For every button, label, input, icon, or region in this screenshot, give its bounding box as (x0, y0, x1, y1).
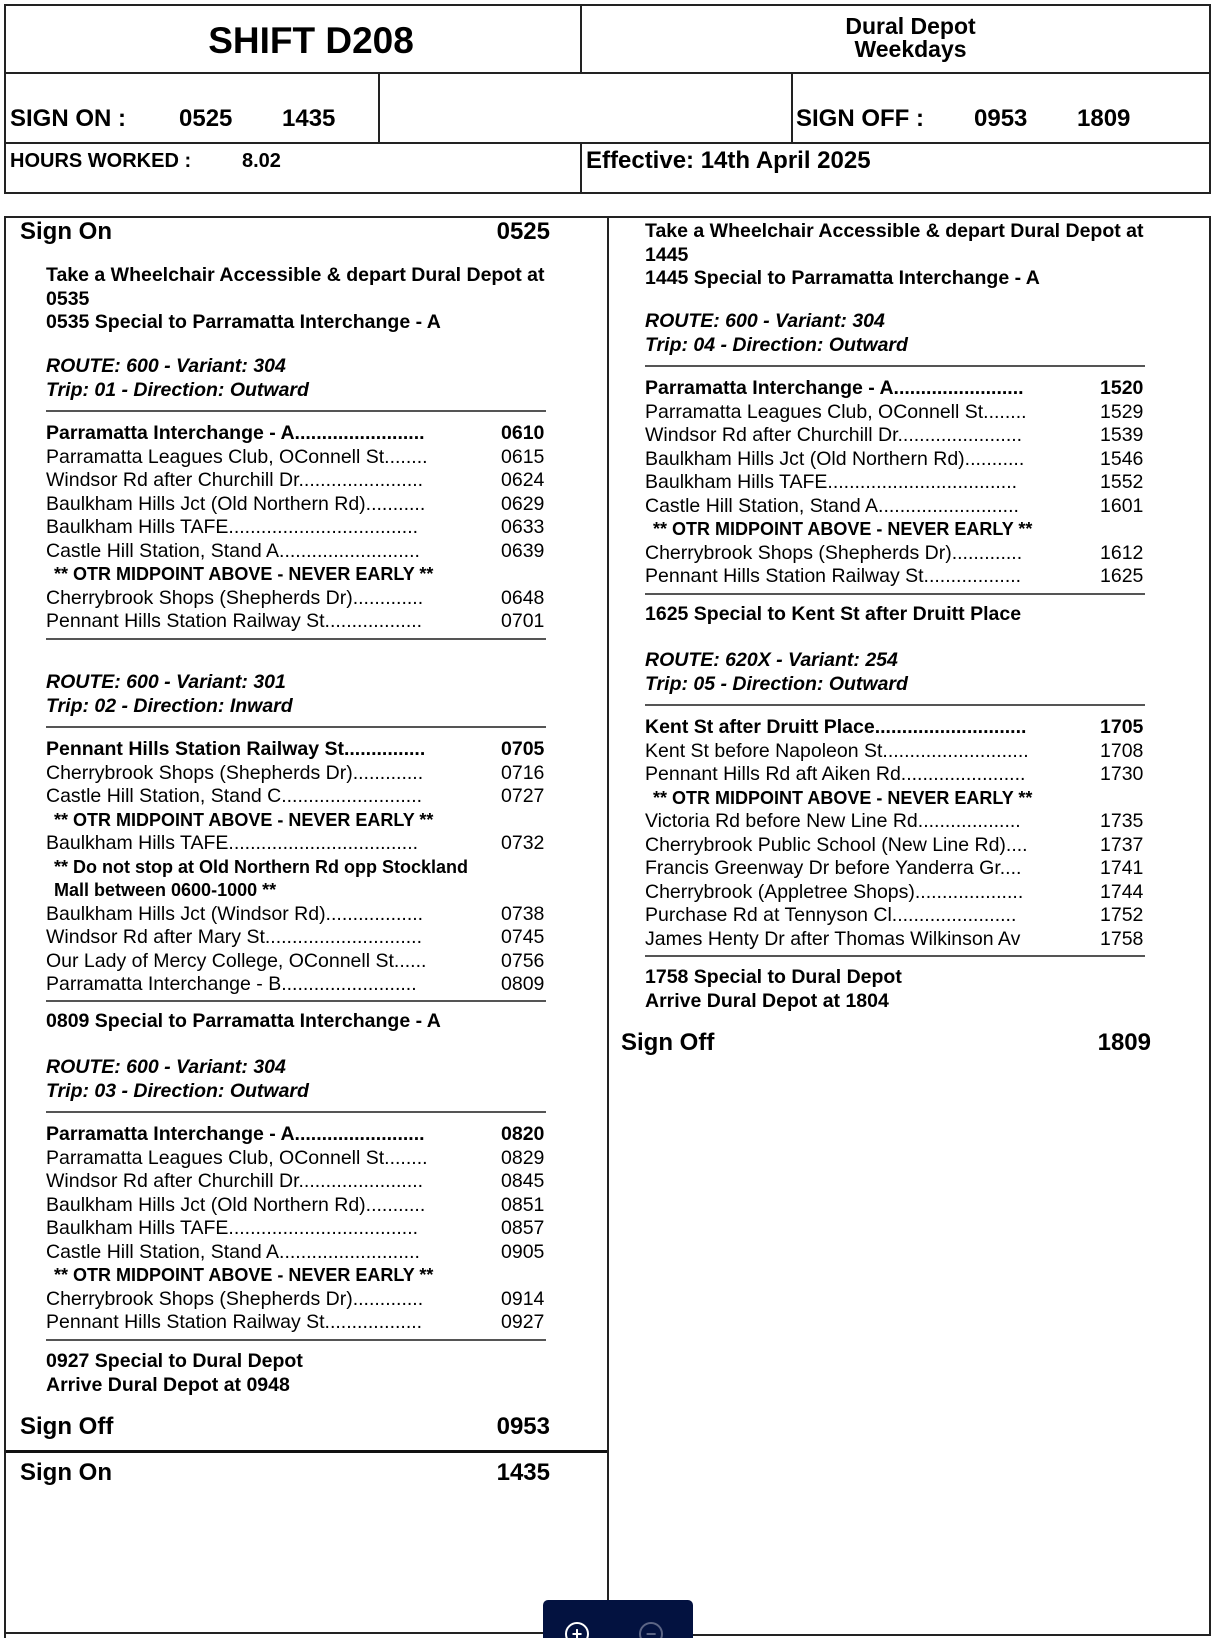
stop-name: Windsor Rd after Mary St............................. (46, 926, 423, 949)
stop-time: 1520 (1100, 377, 1144, 400)
stop-row (46, 422, 566, 446)
stop-name: Pennant Hills Station Railway St............... (46, 738, 426, 761)
divider (645, 365, 1145, 367)
stop-row (46, 926, 566, 950)
sign-on-line-1 (20, 218, 550, 246)
sign-off-label: Sign Off (621, 1029, 715, 1056)
effective-date: Effective: 14th April 2025 (586, 147, 871, 174)
stop-list (46, 422, 566, 634)
stop-time: 1625 (1100, 565, 1144, 588)
note-text: ** OTR MIDPOINT ABOVE - NEVER EARLY ** (54, 564, 434, 585)
divider (6, 72, 1209, 74)
divider (46, 1000, 546, 1002)
stop-row (645, 448, 1165, 472)
stop-row (645, 740, 1165, 764)
stop-time: 0610 (501, 422, 545, 445)
stop-time: 0745 (501, 926, 545, 949)
stop-row (46, 832, 566, 856)
stop-row (46, 469, 566, 493)
stop-note (46, 879, 566, 903)
depart-instruction (645, 220, 1205, 291)
stop-name: Cherrybrook Shops (Shepherds Dr)............. (46, 586, 424, 609)
trip-direction: Trip: 01 - Direction: Outward (46, 378, 309, 401)
stop-name: Victoria Rd before New Line Rd................... (645, 810, 1021, 833)
stop-name: Parramatta Leagues Club, OConnell St........ (46, 445, 428, 468)
trip-header (46, 1056, 566, 1103)
stop-time: 0615 (501, 445, 545, 468)
stop-name: Baulkham Hills Jct (Old Northern Rd)........... (645, 447, 1025, 470)
stop-row (645, 565, 1165, 589)
sign-on-time-1: 0525 (179, 105, 233, 132)
stop-row (46, 1217, 566, 1241)
stop-time: 0705 (501, 738, 545, 761)
stop-row (46, 446, 566, 470)
hours-worked-label: HOURS WORKED : (10, 150, 192, 172)
trip-header (645, 310, 1165, 357)
sign-on-label: Sign On (20, 1459, 112, 1486)
stop-name: Pennant Hills Station Railway St.................. (46, 610, 423, 633)
depot-name: Dural Depot (845, 13, 976, 39)
stop-list (46, 1123, 566, 1335)
zoom-in-button[interactable] (565, 1622, 589, 1638)
divider (6, 1450, 607, 1453)
stop-time: 1735 (1100, 810, 1144, 833)
route-variant: ROUTE: 600 - Variant: 304 (46, 1056, 286, 1078)
stop-row (46, 1194, 566, 1218)
stop-name: Cherrybrook Public School (New Line Rd).... (645, 833, 1028, 856)
depot-info (610, 6, 1211, 76)
hours-worked-value: 8.02 (242, 150, 281, 172)
stop-time: 0732 (501, 832, 545, 855)
trip-header (645, 649, 1165, 696)
stop-name: Baulkham Hills TAFE................................... (46, 1217, 419, 1240)
stop-row (46, 785, 566, 809)
divider (46, 726, 546, 728)
stop-name: Parramatta Interchange - B......................... (46, 973, 417, 996)
instruction-line: 1445 (645, 243, 689, 266)
sign-off-time: 0953 (496, 1413, 550, 1440)
stop-row (46, 1170, 566, 1194)
stop-time: 0624 (501, 469, 545, 492)
stop-time: 1708 (1100, 739, 1144, 762)
route-variant: ROUTE: 600 - Variant: 304 (46, 355, 286, 377)
sign-off-time: 1809 (1097, 1029, 1151, 1056)
instruction-line: 1758 Special to Dural Depot (645, 966, 902, 988)
stop-time: 1546 (1100, 447, 1144, 470)
note-text: Mall between 0600-1000 ** (54, 880, 277, 901)
stop-name: Francis Greenway Dr before Yanderra Gr.... (645, 857, 1022, 880)
stop-time: 0845 (501, 1170, 545, 1193)
sign-off-label: Sign Off (20, 1413, 114, 1440)
stop-row (46, 762, 566, 786)
route-variant: ROUTE: 620X - Variant: 254 (645, 649, 898, 671)
stop-row (46, 738, 566, 762)
stop-time: 1744 (1100, 880, 1144, 903)
stop-row (46, 973, 566, 997)
trip-direction: Trip: 03 - Direction: Outward (46, 1079, 309, 1102)
stop-name: Castle Hill Station, Stand A.......................... (645, 494, 1019, 517)
sign-off-time-1: 0953 (974, 105, 1028, 132)
route-variant: ROUTE: 600 - Variant: 301 (46, 671, 286, 693)
stop-row (46, 950, 566, 974)
divider (645, 704, 1145, 706)
stop-row (46, 1147, 566, 1171)
stop-name: Windsor Rd after Churchill Dr....................... (46, 1170, 424, 1193)
stop-name: Pennant Hills Rd aft Aiken Rd....................... (645, 763, 1026, 786)
stop-name: Castle Hill Station, Stand C.......................... (46, 785, 423, 808)
special-instruction: 0809 Special to Parramatta Interchange - A (46, 1010, 441, 1032)
stop-time: 1529 (1100, 400, 1144, 423)
instruction-line: Arrive Dural Depot at 1804 (645, 989, 889, 1012)
instruction-line: Take a Wheelchair Accessible & depart Dural Depot at (645, 220, 1144, 242)
depart-instruction (46, 264, 606, 335)
stop-row (46, 610, 566, 634)
stop-time: 0727 (501, 785, 545, 808)
stop-row (46, 1241, 566, 1265)
stop-name: Parramatta Interchange - A........................ (46, 1123, 425, 1146)
sign-on-time: 1435 (496, 1459, 550, 1486)
trip-header (46, 671, 566, 718)
divider (4, 1632, 609, 1634)
stop-list (46, 738, 566, 997)
stop-time: 0756 (501, 949, 545, 972)
stop-row (645, 881, 1165, 905)
stop-time: 1705 (1100, 716, 1144, 739)
stop-row (46, 493, 566, 517)
stop-name: Parramatta Leagues Club, OConnell St........ (46, 1146, 428, 1169)
stop-row (46, 1288, 566, 1312)
stop-time: 1752 (1100, 904, 1144, 927)
stop-name: Cherrybrook (Appletree Shops).................... (645, 880, 1024, 903)
stop-name: Baulkham Hills TAFE................................... (46, 516, 419, 539)
stop-time: 0716 (501, 761, 545, 784)
divider (46, 1111, 546, 1113)
stop-time: 0914 (501, 1287, 545, 1310)
stop-row (645, 904, 1165, 928)
sign-off-summary (793, 78, 1173, 146)
stop-time: 1737 (1100, 833, 1144, 856)
stop-note (46, 563, 566, 587)
stop-time: 0701 (501, 610, 545, 633)
stop-time: 1730 (1100, 763, 1144, 786)
stop-name: Baulkham Hills TAFE................................... (645, 471, 1018, 494)
trip-header (46, 355, 566, 402)
divider (46, 1339, 546, 1341)
route-variant: ROUTE: 600 - Variant: 304 (645, 310, 885, 332)
stop-row (645, 471, 1165, 495)
stop-row (46, 587, 566, 611)
special-instruction: 1625 Special to Kent St after Druitt Place (645, 603, 1022, 625)
stop-time: 1612 (1100, 541, 1144, 564)
right-duty-column (607, 216, 1211, 1636)
stop-name: Castle Hill Station, Stand A.......................... (46, 1240, 420, 1263)
stop-row (645, 857, 1165, 881)
zoom-out-button[interactable] (639, 1622, 663, 1638)
stop-name: Cherrybrook Shops (Shepherds Dr)............. (46, 1287, 424, 1310)
stop-note (645, 787, 1165, 811)
stop-row (645, 542, 1165, 566)
stop-time: 0633 (501, 516, 545, 539)
stop-name: Baulkham Hills Jct (Old Northern Rd)........... (46, 1193, 426, 1216)
stop-name: Baulkham Hills TAFE................................... (46, 832, 419, 855)
stop-name: Parramatta Interchange - A........................ (645, 377, 1024, 400)
stop-row (46, 903, 566, 927)
stop-name: Parramatta Interchange - A........................ (46, 422, 425, 445)
stop-name: Parramatta Leagues Club, OConnell St........ (645, 400, 1027, 423)
stop-name: Pennant Hills Station Railway St.................. (645, 565, 1022, 588)
instruction-line: 0927 Special to Dural Depot (46, 1350, 303, 1372)
divider (645, 593, 1145, 595)
sign-off-label: SIGN OFF : (796, 105, 924, 132)
stop-time: 0629 (501, 492, 545, 515)
shift-header-table (4, 4, 1211, 194)
divider (645, 955, 1145, 957)
sign-off-line-2 (621, 1029, 1151, 1057)
stop-row (645, 401, 1165, 425)
note-text: ** Do not stop at Old Northern Rd opp Stockland (54, 856, 468, 877)
stop-time: 1601 (1100, 494, 1144, 517)
return-instruction (46, 1350, 606, 1397)
day-type: Weekdays (854, 36, 967, 62)
stop-name: Baulkham Hills Jct (Windsor Rd).................. (46, 902, 424, 925)
stop-row (46, 516, 566, 540)
stop-time: 0851 (501, 1193, 545, 1216)
stop-time: 0738 (501, 902, 545, 925)
stop-time: 0648 (501, 586, 545, 609)
stop-row (645, 716, 1165, 740)
stop-row (645, 495, 1165, 519)
stop-name: Our Lady of Mercy College, OConnell St...... (46, 949, 427, 972)
stop-note (46, 809, 566, 833)
stop-name: Kent St before Napoleon St........................... (645, 739, 1029, 762)
stop-time: 0820 (501, 1123, 545, 1146)
stop-name: Windsor Rd after Churchill Dr....................... (46, 469, 424, 492)
trip-direction: Trip: 04 - Direction: Outward (645, 333, 908, 356)
divider (46, 410, 546, 412)
stop-time: 0639 (501, 539, 545, 562)
sign-off-time-2: 1809 (1077, 105, 1131, 132)
stop-row (46, 540, 566, 564)
instruction-line: Take a Wheelchair Accessible & depart Dural Depot at (46, 264, 545, 286)
stop-time: 0905 (501, 1240, 545, 1263)
stop-name: Purchase Rd at Tennyson Cl....................... (645, 904, 1017, 927)
stop-note (645, 518, 1165, 542)
stop-row (645, 377, 1165, 401)
sign-on-time: 0525 (496, 218, 550, 245)
stop-name: Castle Hill Station, Stand A.......................... (46, 539, 420, 562)
stop-time: 0809 (501, 973, 545, 996)
stop-time: 1758 (1100, 927, 1144, 950)
stop-list (645, 377, 1165, 589)
left-duty-column (4, 216, 609, 1638)
divider (46, 638, 546, 640)
stop-note (46, 856, 566, 880)
sign-on-time-2: 1435 (282, 105, 336, 132)
stop-name: Windsor Rd after Churchill Dr....................... (645, 424, 1023, 447)
note-text: ** OTR MIDPOINT ABOVE - NEVER EARLY ** (653, 787, 1033, 808)
stop-name: Kent St after Druitt Place............................ (645, 716, 1027, 739)
return-instruction (645, 966, 1205, 1013)
sign-on-summary (6, 78, 398, 146)
instruction-line: 1445 Special to Parramatta Interchange - A (645, 267, 1040, 289)
stop-time: 0927 (501, 1311, 545, 1334)
stop-row (645, 810, 1165, 834)
stop-list (645, 716, 1165, 951)
circle-minus-icon: − (645, 1624, 657, 1638)
hours-worked-row (6, 144, 610, 188)
note-text: ** OTR MIDPOINT ABOVE - NEVER EARLY ** (653, 519, 1033, 540)
stop-row (645, 928, 1165, 952)
shift-title: SHIFT D208 (208, 20, 414, 61)
stop-row (46, 1123, 566, 1147)
stop-row (645, 834, 1165, 858)
sign-on-label: SIGN ON : (10, 105, 127, 132)
stop-row (645, 424, 1165, 448)
trip-direction: Trip: 05 - Direction: Outward (645, 672, 908, 695)
effective-date-row (582, 144, 1183, 188)
divider (378, 74, 380, 142)
stop-name: Baulkham Hills Jct (Old Northern Rd)........... (46, 492, 426, 515)
stop-name: James Henty Dr after Thomas Wilkinson Av (645, 927, 1021, 950)
instruction-line: 0535 (46, 287, 90, 310)
trip-direction: Trip: 02 - Direction: Inward (46, 694, 293, 717)
stop-row (46, 1311, 566, 1335)
circle-plus-icon: + (571, 1624, 583, 1638)
stop-name: Cherrybrook Shops (Shepherds Dr)............. (645, 541, 1023, 564)
instruction-line: 0535 Special to Parramatta Interchange - A (46, 311, 441, 333)
sign-off-line-1 (20, 1413, 550, 1441)
stop-row (645, 763, 1165, 787)
note-text: ** OTR MIDPOINT ABOVE - NEVER EARLY ** (54, 1265, 434, 1286)
stop-note (46, 1264, 566, 1288)
stop-time: 1741 (1100, 857, 1144, 880)
note-text: ** OTR MIDPOINT ABOVE - NEVER EARLY ** (54, 809, 434, 830)
stop-time: 1552 (1100, 471, 1144, 494)
stop-time: 1539 (1100, 424, 1144, 447)
stop-name: Cherrybrook Shops (Shepherds Dr)............. (46, 761, 424, 784)
stop-time: 0829 (501, 1146, 545, 1169)
sign-on-label: Sign On (20, 218, 112, 245)
divider (580, 6, 582, 74)
stop-time: 0857 (501, 1217, 545, 1240)
sign-on-line-2 (20, 1459, 550, 1487)
stop-name: Pennant Hills Station Railway St.................. (46, 1311, 423, 1334)
zoom-controls (543, 1600, 693, 1638)
instruction-line: Arrive Dural Depot at 0948 (46, 1373, 290, 1396)
